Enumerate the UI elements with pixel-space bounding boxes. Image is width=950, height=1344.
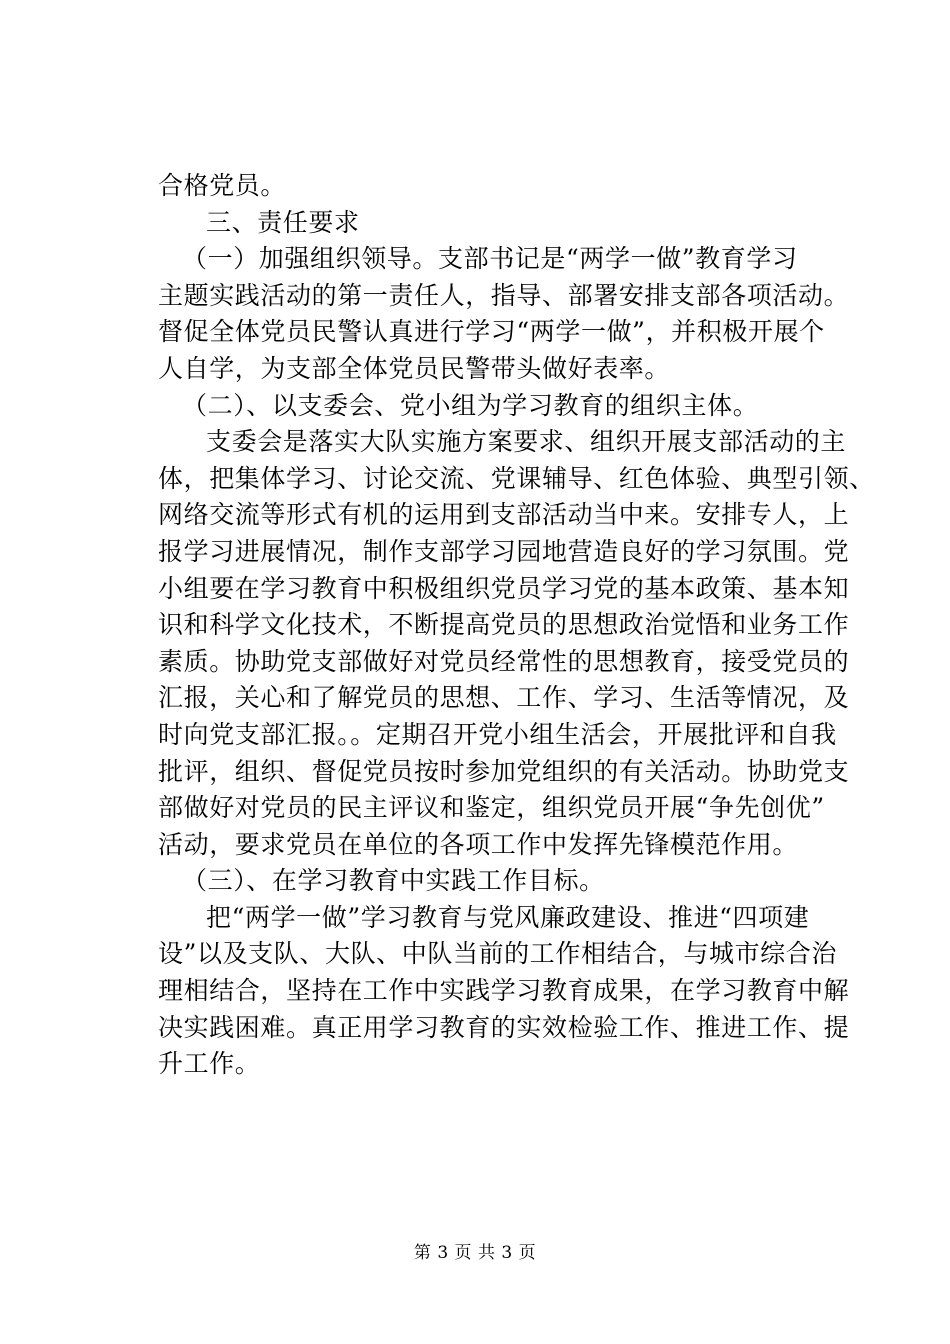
document-body [158, 168, 875, 1083]
text-line: 报学习进展情况，制作支部学习园地营造良好的学习氛围。党 [158, 536, 850, 566]
text-line: 批评，组织、督促党员按时参加党组织的有关活动。协助党支 [158, 756, 850, 786]
text-line: 人自学，为支部全体党员民警带头做好表率。 [158, 353, 671, 383]
text-line: 升工作。 [158, 1049, 261, 1079]
subsection-heading: （二）、以支委会、党小组为学习教育的组织主体。 [182, 390, 759, 420]
text-line: 支委会是落实大队实施方案要求、组织开展支部活动的主 [206, 427, 847, 457]
text-line: 网络交流等形式有机的运用到支部活动当中来。安排专人，上 [158, 500, 850, 530]
text-line: 汇报，关心和了解党员的思想、工作、学习、生活等情况，及 [158, 683, 850, 713]
text-line: 体，把集体学习、讨论交流、党课辅导、红色体验、典型引领、 [158, 463, 875, 493]
text-line: 部做好对党员的民主评议和鉴定，组织党员开展“争先创优” [158, 793, 825, 823]
page-number: 第 3 页 共 3 页 [413, 1243, 537, 1263]
text-line: 素质。协助党支部做好对党员经常性的思想教育，接受党员的 [158, 646, 850, 676]
text-line: 识和科学文化技术，不断提高党员的思想政治觉悟和业务工作 [158, 610, 850, 640]
text-line: 把“两学一做”学习教育与党风廉政建设、推进“四项建 [206, 902, 810, 932]
text-line: 主题实践活动的第一责任人，指导、部署安排支部各项活动。 [158, 280, 850, 310]
text-line: 时向党支部汇报。。定期召开党小组生活会，开展批评和自我 [158, 719, 837, 749]
text-line: 决实践困难。真正用学习教育的实效检验工作、推进工作、提 [158, 1012, 850, 1042]
text-line: 设”以及支队、大队、中队当前的工作相结合，与城市综合治 [158, 939, 837, 969]
text-line: 活动，要求党员在单位的各项工作中发挥先锋模范作用。 [158, 829, 799, 859]
text-line: 督促全体党员民警认真进行学习“两学一做”，并积极开展个 [158, 317, 825, 347]
text-line: 小组要在学习教育中积极组织党员学习党的基本政策、基本知 [158, 573, 850, 603]
text-line: 合格党员。 [158, 171, 287, 200]
subsection-heading: （一）加强组织领导。支部书记是“两学一做”教育学习 [182, 244, 798, 274]
text-line: 理相结合，坚持在工作中实践学习教育成果，在学习教育中解 [158, 976, 850, 1006]
page-footer [0, 1241, 950, 1265]
section-heading: 三、责任要求 [206, 207, 360, 237]
subsection-heading: （三）、在学习教育中实践工作目标。 [182, 866, 605, 896]
